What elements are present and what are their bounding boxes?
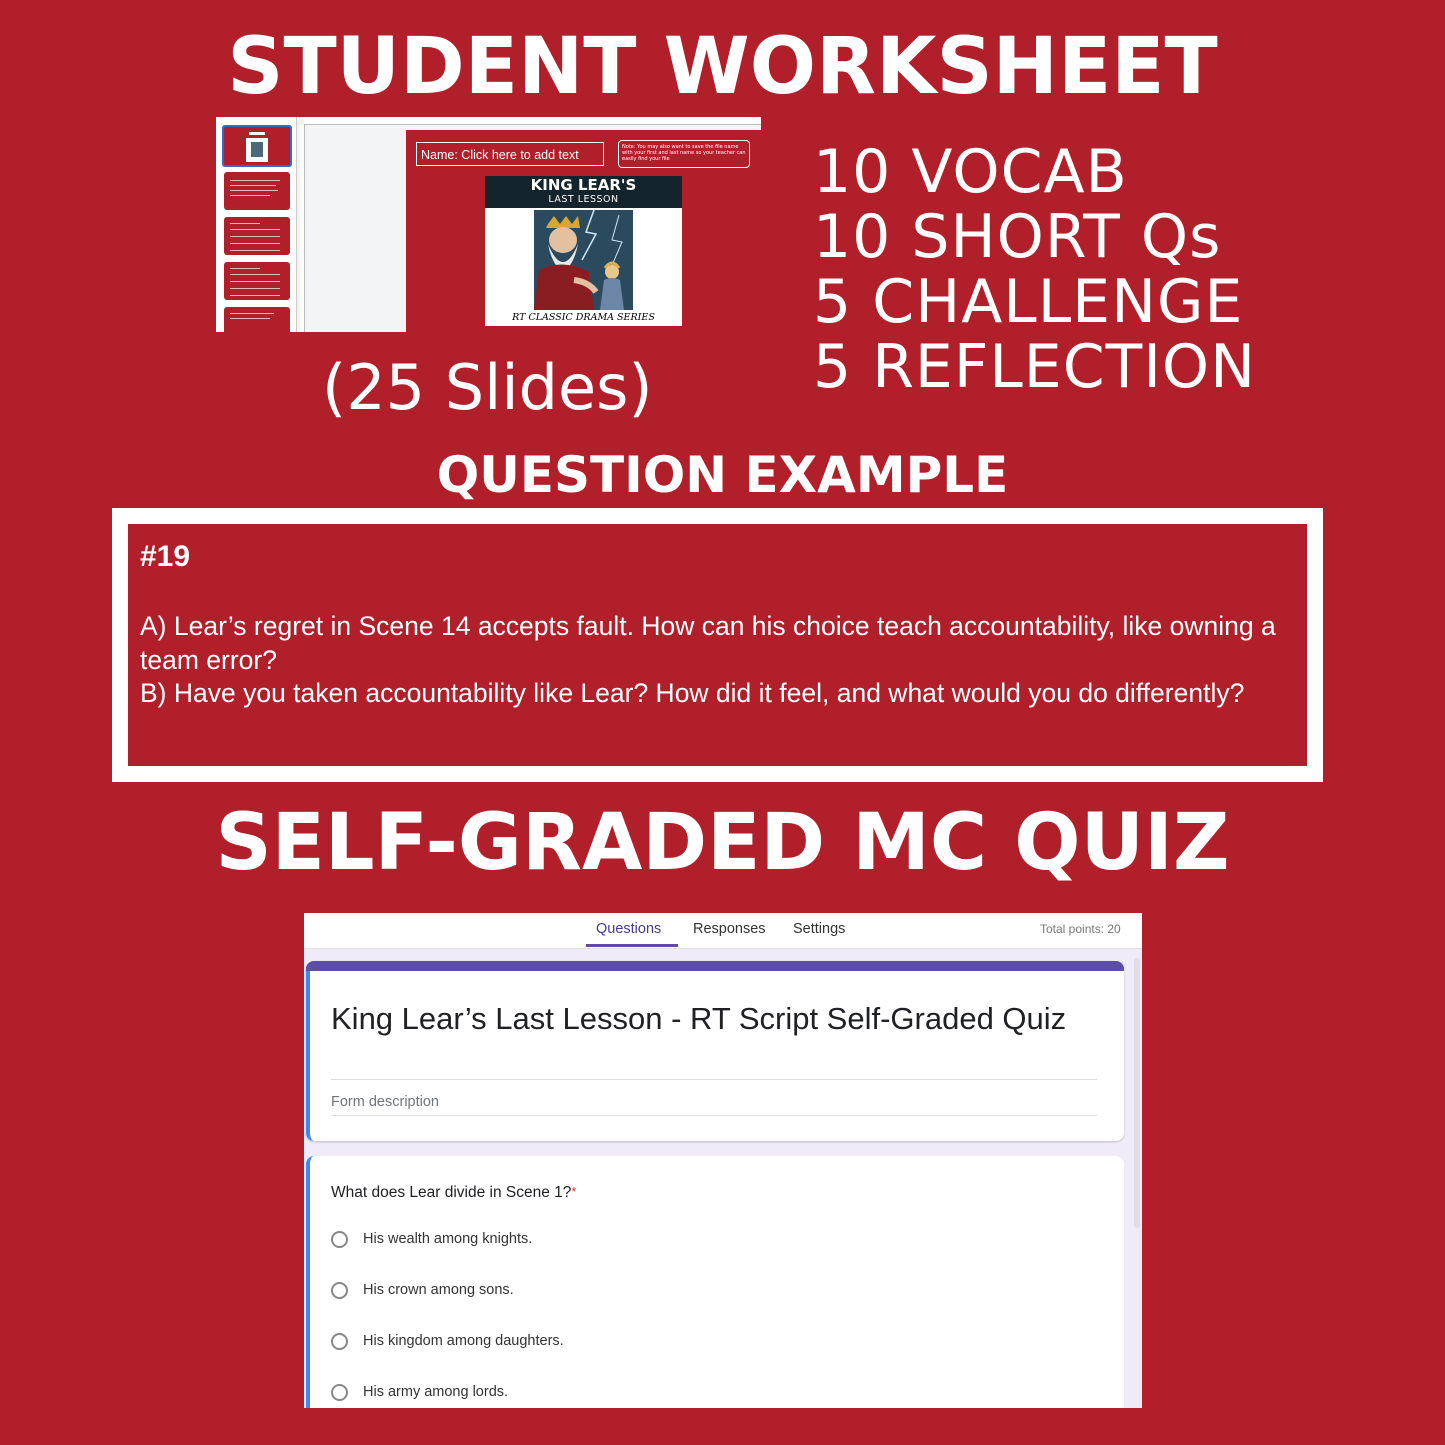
question-example-inner bbox=[128, 524, 1307, 766]
radio-button[interactable] bbox=[331, 1333, 348, 1350]
form-title-card bbox=[306, 961, 1124, 1141]
option-label: His kingdom among daughters. bbox=[363, 1333, 564, 1349]
active-tab-indicator bbox=[586, 944, 678, 947]
question-label bbox=[331, 1184, 576, 1202]
tab-questions[interactable]: Questions bbox=[596, 921, 662, 937]
question-example-box bbox=[112, 508, 1323, 782]
cover-title: KING LEAR'S bbox=[530, 176, 637, 194]
current-slide bbox=[406, 130, 761, 332]
slide-count: (25 Slides) bbox=[322, 351, 653, 424]
option-label: His army among lords. bbox=[363, 1384, 509, 1400]
slide-thumbnails bbox=[216, 117, 297, 332]
form-accent-bar bbox=[306, 961, 1124, 971]
vertical-ruler bbox=[300, 125, 305, 332]
scrollbar[interactable] bbox=[1134, 958, 1140, 1228]
stat-challenge: 5 CHALLENGE bbox=[813, 267, 1244, 337]
tab-settings[interactable]: Settings bbox=[793, 921, 846, 937]
option-label: His crown among sons. bbox=[363, 1282, 514, 1298]
stat-reflection: 5 REFLECTION bbox=[813, 332, 1257, 402]
worksheet-stats bbox=[813, 137, 1257, 402]
google-forms-screenshot bbox=[304, 913, 1142, 1408]
stat-vocab: 10 VOCAB bbox=[813, 137, 1128, 207]
save-note: Note: You may also want to save the file name with your first and last name so your teacher can easily find your file bbox=[618, 140, 750, 168]
slide-thumbnail[interactable] bbox=[224, 217, 290, 255]
form-description-field[interactable]: Form description bbox=[331, 1094, 439, 1110]
description-underline bbox=[331, 1115, 1097, 1116]
option-label: His wealth among knights. bbox=[363, 1231, 533, 1247]
question-example-heading: QUESTION EXAMPLE bbox=[436, 446, 1009, 504]
total-points: Total points: 20 bbox=[1040, 922, 1121, 936]
self-graded-quiz-heading: SELF-GRADED MC QUIZ bbox=[215, 798, 1230, 888]
question-label-text: What does Lear divide in Scene 1? bbox=[331, 1184, 572, 1201]
cover-banner bbox=[485, 176, 682, 208]
form-title[interactable]: King Lear’s Last Lesson - RT Script Self-Graded Quiz bbox=[331, 1001, 1067, 1036]
slides-screenshot bbox=[216, 117, 761, 332]
king-lear-illustration bbox=[534, 210, 633, 310]
slide-thumbnail[interactable] bbox=[224, 172, 290, 210]
radio-button[interactable] bbox=[331, 1231, 348, 1248]
radio-button[interactable] bbox=[331, 1384, 348, 1401]
forms-header bbox=[304, 913, 1142, 949]
slide-thumbnail[interactable] bbox=[224, 262, 290, 300]
radio-button[interactable] bbox=[331, 1282, 348, 1299]
title-underline bbox=[331, 1079, 1097, 1080]
slide-thumbnail[interactable] bbox=[224, 307, 290, 332]
name-text-field[interactable]: Name: Click here to add text bbox=[416, 142, 604, 166]
slide-thumbnail[interactable] bbox=[222, 125, 292, 167]
cover-series: RT CLASSIC DRAMA SERIES bbox=[512, 312, 655, 323]
cover-subtitle: LAST LESSON bbox=[548, 194, 619, 205]
tab-responses[interactable]: Responses bbox=[693, 921, 766, 937]
stat-short-questions: 10 SHORT Qs bbox=[813, 202, 1222, 272]
question-number: #19 bbox=[140, 540, 191, 573]
question-text: A) Lear’s regret in Scene 14 accepts fault. How can his choice teach accountability, like owning a team error? B) Have you taken accountability like Lear? How did it feel, and what would you do differently? bbox=[140, 611, 1276, 708]
required-asterisk: * bbox=[571, 1184, 577, 1199]
book-cover bbox=[485, 176, 682, 326]
horizontal-ruler bbox=[304, 117, 761, 125]
student-worksheet-heading: STUDENT WORKSHEET bbox=[227, 22, 1218, 112]
question-card bbox=[306, 1156, 1124, 1408]
